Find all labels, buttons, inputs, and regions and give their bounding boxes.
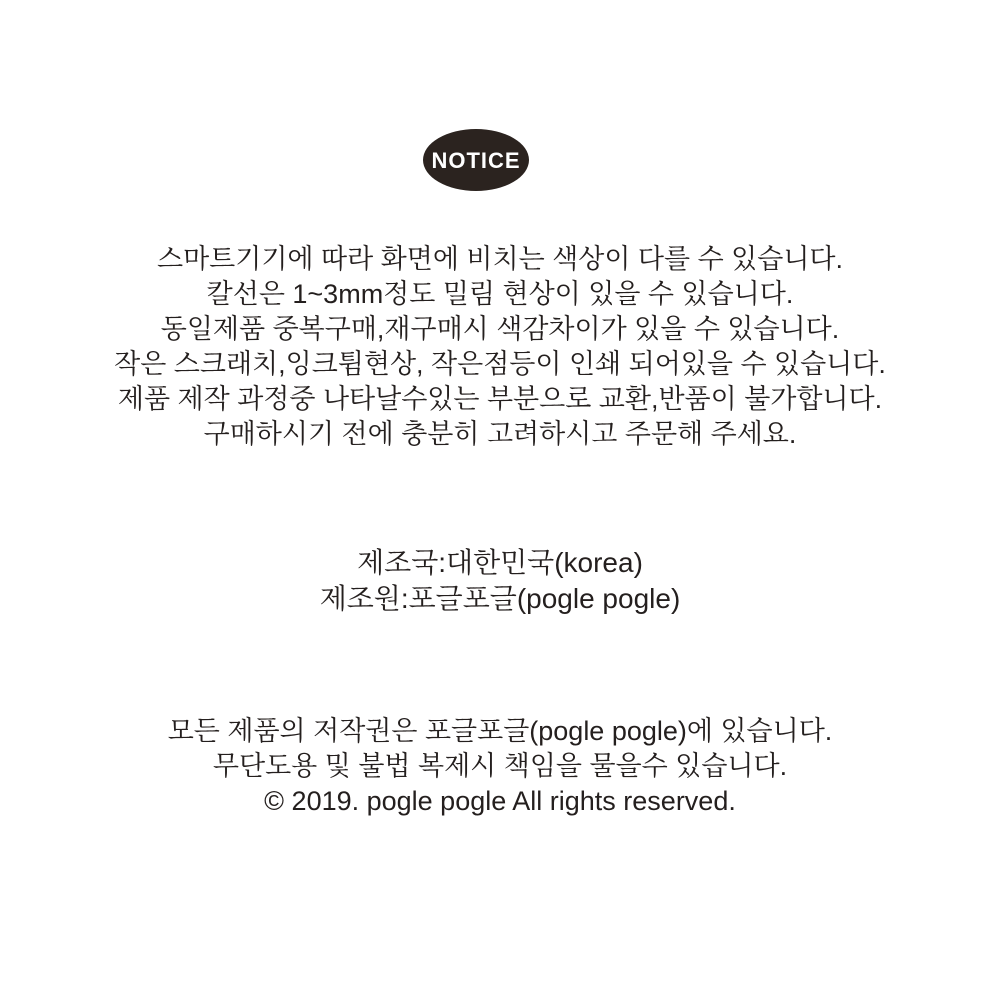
manufacture-section bbox=[0, 545, 1000, 617]
notice-badge bbox=[423, 129, 529, 191]
copyright-warning-line: 무단도용 및 불법 복제시 책임을 물을수 있습니다. bbox=[212, 751, 788, 781]
disclaimer-line: 동일제품 중복구매,재구매시 색감차이가 있을 수 있습니다. bbox=[160, 314, 840, 344]
manufacture-country-line: 제조국:대한민국(korea) bbox=[357, 547, 643, 578]
disclaimer-line: 스마트기기에 따라 화면에 비치는 색상이 다를 수 있습니다. bbox=[157, 244, 843, 274]
disclaimer-line: 제품 제작 과정중 나타날수있는 부분으로 교환,반품이 불가합니다. bbox=[117, 384, 883, 414]
copyright-section bbox=[0, 714, 1000, 819]
disclaimer-line: 구매하시기 전에 충분히 고려하시고 주문해 주세요. bbox=[203, 419, 797, 449]
copyright-reserved-line: © 2019. pogle pogle All rights reserved. bbox=[264, 786, 736, 816]
disclaimer-line: 작은 스크래치,잉크튐현상, 작은점등이 인쇄 되어있을 수 있습니다. bbox=[114, 349, 886, 379]
disclaimer-section bbox=[0, 242, 1000, 452]
notice-badge-label: NOTICE bbox=[431, 147, 521, 173]
manufacture-maker-line: 제조원:포글포글(pogle pogle) bbox=[319, 583, 681, 614]
copyright-ownership-line: 모든 제품의 저작권은 포글포글(pogle pogle)에 있습니다. bbox=[167, 716, 833, 746]
disclaimer-line: 칼선은 1~3mm정도 밀림 현상이 있을 수 있습니다. bbox=[206, 279, 794, 309]
